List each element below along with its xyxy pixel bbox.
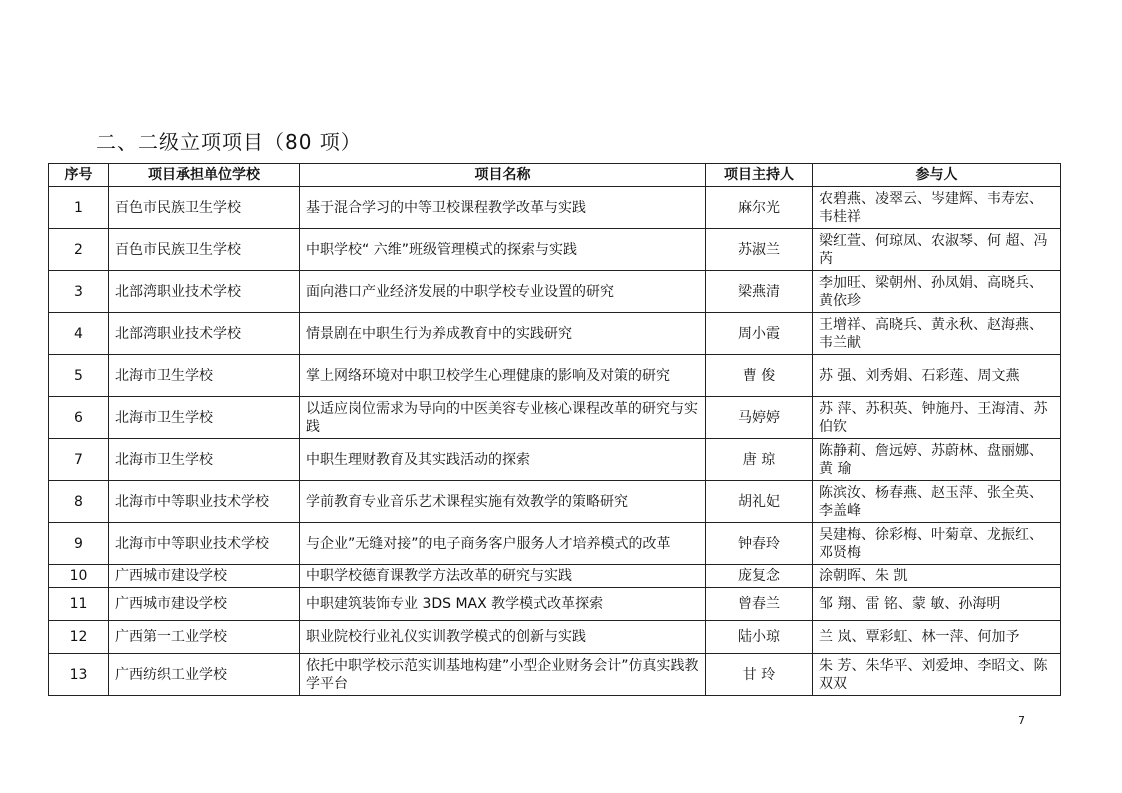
row-host: 胡礼妃 bbox=[706, 481, 813, 523]
row-members: 苏 萍、苏积英、钟施丹、王海清、苏伯钦 bbox=[813, 397, 1061, 439]
row-host: 苏淑兰 bbox=[706, 229, 813, 271]
row-host: 钟春玲 bbox=[706, 523, 813, 565]
row-project-name: 中职学校德育课教学方法改革的研究与实践 bbox=[300, 565, 706, 588]
row-no: 4 bbox=[49, 313, 109, 355]
row-host: 周小霞 bbox=[706, 313, 813, 355]
header-project-name: 项目名称 bbox=[300, 164, 706, 187]
row-project-name: 基于混合学习的中等卫校课程教学改革与实践 bbox=[300, 187, 706, 229]
row-project-name: 面向港口产业经济发展的中职学校专业设置的研究 bbox=[300, 271, 706, 313]
row-project-name: 中职学校“ 六维”班级管理模式的探索与实践 bbox=[300, 229, 706, 271]
row-project-name: 与企业”无缝对接”的电子商务客户服务人才培养模式的改革 bbox=[300, 523, 706, 565]
row-no: 12 bbox=[49, 621, 109, 654]
row-host: 梁燕清 bbox=[706, 271, 813, 313]
row-no: 11 bbox=[49, 588, 109, 621]
row-host: 马婷婷 bbox=[706, 397, 813, 439]
row-project-name: 职业院校行业礼仪实训教学模式的创新与实践 bbox=[300, 621, 706, 654]
header-host: 项目主持人 bbox=[706, 164, 813, 187]
row-members: 吴建梅、徐彩梅、叶菊章、龙振红、邓贤梅 bbox=[813, 523, 1061, 565]
row-host: 陆小琼 bbox=[706, 621, 813, 654]
row-school: 北海市中等职业技术学校 bbox=[109, 523, 300, 565]
row-project-name: 情景剧在中职生行为养成教育中的实践研究 bbox=[300, 313, 706, 355]
row-members: 陈静莉、詹远婷、苏蔚林、盘丽娜、黄 瑜 bbox=[813, 439, 1061, 481]
row-project-name: 学前教育专业音乐艺术课程实施有效教学的策略研究 bbox=[300, 481, 706, 523]
row-members: 陈滨汝、杨春燕、赵玉萍、张全英、李盖峰 bbox=[813, 481, 1061, 523]
table-row bbox=[49, 621, 1061, 654]
row-host: 唐 琼 bbox=[706, 439, 813, 481]
row-no: 10 bbox=[49, 565, 109, 588]
row-school: 广西纺织工业学校 bbox=[109, 654, 300, 696]
row-no: 2 bbox=[49, 229, 109, 271]
row-school: 北海市中等职业技术学校 bbox=[109, 481, 300, 523]
row-school: 广西城市建设学校 bbox=[109, 588, 300, 621]
row-host: 庞复念 bbox=[706, 565, 813, 588]
row-school: 北海市卫生学校 bbox=[109, 355, 300, 397]
table-row bbox=[49, 481, 1061, 523]
row-host: 麻尔光 bbox=[706, 187, 813, 229]
projects-table bbox=[48, 163, 1061, 696]
row-project-name: 以适应岗位需求为导向的中医美容专业核心课程改革的研究与实践 bbox=[300, 397, 706, 439]
row-project-name: 掌上网络环境对中职卫校学生心理健康的影响及对策的研究 bbox=[300, 355, 706, 397]
row-school: 北海市卫生学校 bbox=[109, 397, 300, 439]
row-no: 1 bbox=[49, 187, 109, 229]
table-row bbox=[49, 187, 1061, 229]
row-no: 7 bbox=[49, 439, 109, 481]
table-header-row bbox=[49, 164, 1061, 187]
row-no: 3 bbox=[49, 271, 109, 313]
row-host: 甘 玲 bbox=[706, 654, 813, 696]
row-school: 百色市民族卫生学校 bbox=[109, 187, 300, 229]
row-members: 兰 岚、覃彩虹、林一萍、何加予 bbox=[813, 621, 1061, 654]
row-host: 曾春兰 bbox=[706, 588, 813, 621]
row-project-name: 中职建筑装饰专业 3DS MAX 教学模式改革探索 bbox=[300, 588, 706, 621]
row-no: 9 bbox=[49, 523, 109, 565]
table-row bbox=[49, 397, 1061, 439]
row-host: 曹 俊 bbox=[706, 355, 813, 397]
table-row bbox=[49, 313, 1061, 355]
row-no: 8 bbox=[49, 481, 109, 523]
row-members: 梁红萱、何琼凤、农淑琴、何 超、冯 芮 bbox=[813, 229, 1061, 271]
table-row bbox=[49, 229, 1061, 271]
row-members: 王增祥、高晓兵、黄永秋、赵海燕、韦兰献 bbox=[813, 313, 1061, 355]
row-members: 苏 强、刘秀娟、石彩莲、周文燕 bbox=[813, 355, 1061, 397]
header-school: 项目承担单位学校 bbox=[109, 164, 300, 187]
row-no: 5 bbox=[49, 355, 109, 397]
row-no: 6 bbox=[49, 397, 109, 439]
table-row bbox=[49, 588, 1061, 621]
row-members: 朱 芳、朱华平、刘爱坤、李昭文、陈双双 bbox=[813, 654, 1061, 696]
row-project-name: 依托中职学校示范实训基地构建”小型企业财务会计”仿真实践教学平台 bbox=[300, 654, 706, 696]
row-school: 北部湾职业技术学校 bbox=[109, 271, 300, 313]
table-row bbox=[49, 565, 1061, 588]
row-no: 13 bbox=[49, 654, 109, 696]
table-row bbox=[49, 271, 1061, 313]
table-row bbox=[49, 355, 1061, 397]
table-row bbox=[49, 439, 1061, 481]
table-row bbox=[49, 523, 1061, 565]
row-school: 广西城市建设学校 bbox=[109, 565, 300, 588]
table-row bbox=[49, 654, 1061, 696]
section-title: 二、二级立项项目（80 项） bbox=[96, 130, 362, 154]
row-members: 邹 翔、雷 铭、蒙 敏、孙海明 bbox=[813, 588, 1061, 621]
header-no: 序号 bbox=[49, 164, 109, 187]
page-number: 7 bbox=[1018, 714, 1025, 727]
row-project-name: 中职生理财教育及其实践活动的探索 bbox=[300, 439, 706, 481]
header-members: 参与人 bbox=[813, 164, 1061, 187]
row-members: 农碧燕、凌翠云、岑建辉、韦寿宏、韦桂祥 bbox=[813, 187, 1061, 229]
row-members: 李加旺、梁朝州、孙凤娟、高晓兵、黄依珍 bbox=[813, 271, 1061, 313]
row-school: 百色市民族卫生学校 bbox=[109, 229, 300, 271]
row-school: 北海市卫生学校 bbox=[109, 439, 300, 481]
row-school: 北部湾职业技术学校 bbox=[109, 313, 300, 355]
row-school: 广西第一工业学校 bbox=[109, 621, 300, 654]
row-members: 涂朝晖、朱 凯 bbox=[813, 565, 1061, 588]
